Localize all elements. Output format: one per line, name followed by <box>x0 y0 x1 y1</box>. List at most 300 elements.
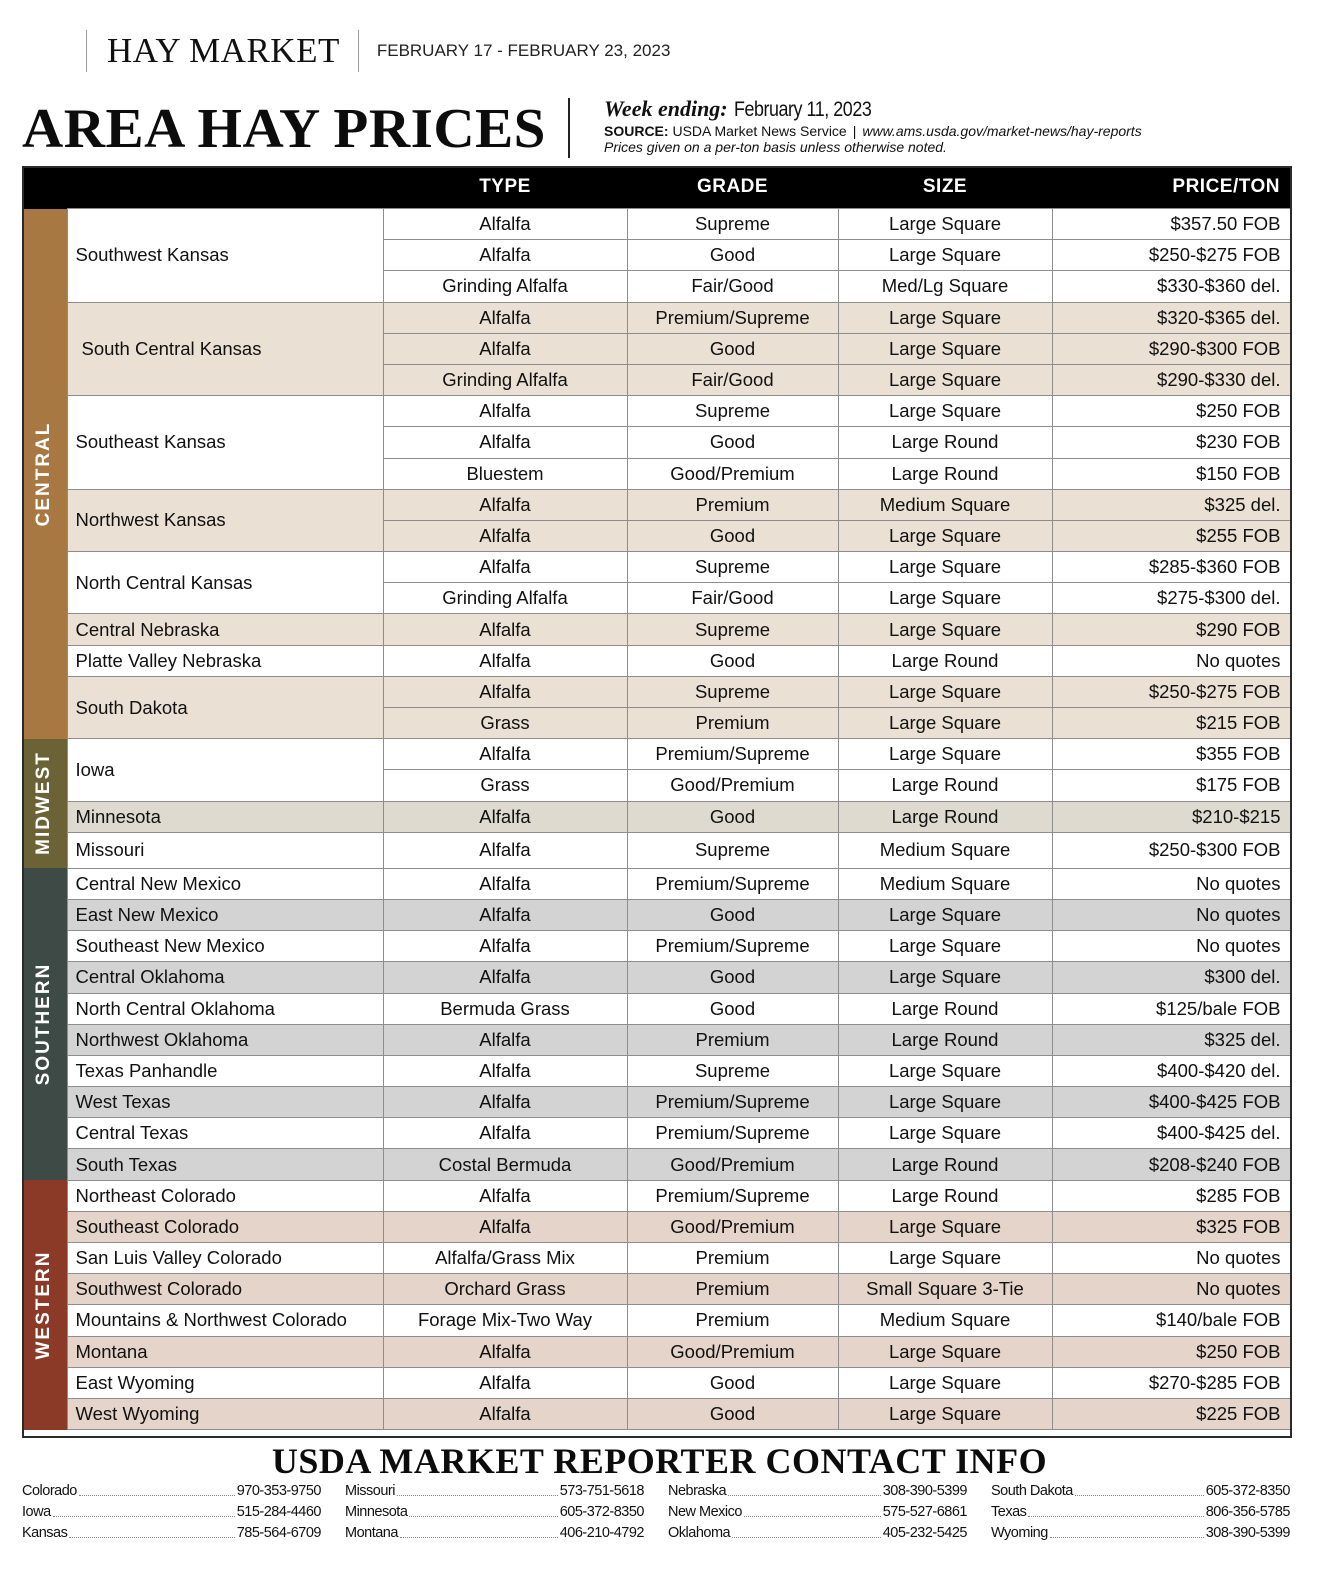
pricing-note: Prices given on a per-ton basis unless otherwise noted. <box>604 139 947 155</box>
type-cell: Alfalfa <box>383 240 627 271</box>
type-cell: Alfalfa <box>383 1336 627 1367</box>
price-cell: $250 FOB <box>1052 396 1290 427</box>
region-label-text: WESTERN <box>33 1250 55 1360</box>
type-cell: Alfalfa <box>383 931 627 962</box>
area-cell: Northwest Kansas <box>67 489 383 551</box>
type-cell: Alfalfa <box>383 520 627 551</box>
week-ending-label: Week ending: <box>604 96 728 121</box>
grade-cell: Premium/Supreme <box>627 1087 838 1118</box>
price-cell: $225 FOB <box>1052 1398 1290 1429</box>
type-cell: Alfalfa <box>383 739 627 770</box>
grade-cell: Good <box>627 333 838 364</box>
price-cell: $285 FOB <box>1052 1180 1290 1211</box>
price-cell: $320-$365 del. <box>1052 302 1290 333</box>
region-label-text: MIDWEST <box>33 751 55 856</box>
dot-leader <box>1075 1481 1204 1496</box>
area-cell: Southwest Kansas <box>67 209 383 303</box>
area-cell: Southeast New Mexico <box>67 931 383 962</box>
price-cell: $285-$360 FOB <box>1052 552 1290 583</box>
size-cell: Large Square <box>838 364 1052 395</box>
issue-dates: FEBRUARY 17 - FEBRUARY 23, 2023 <box>376 41 671 60</box>
type-cell: Alfalfa <box>383 645 627 676</box>
grade-cell: Premium <box>627 1243 838 1274</box>
area-cell: Texas Panhandle <box>67 1055 383 1086</box>
contact-entry <box>345 1481 644 1502</box>
table-row <box>22 962 1290 993</box>
size-cell: Med/Lg Square <box>838 271 1052 302</box>
col-header-price: PRICE/TON <box>1052 166 1290 209</box>
size-cell: Large Square <box>838 1055 1052 1086</box>
size-cell: Large Round <box>838 1180 1052 1211</box>
area-cell: Southwest Colorado <box>67 1274 383 1305</box>
type-cell: Grass <box>383 708 627 739</box>
contact-entry <box>345 1523 644 1544</box>
grade-cell: Good <box>627 801 838 832</box>
size-cell: Large Square <box>838 396 1052 427</box>
grade-cell: Premium <box>627 1305 838 1336</box>
table-row <box>22 931 1290 962</box>
size-cell: Large Round <box>838 801 1052 832</box>
table-row <box>22 552 1290 583</box>
area-cell: North Central Kansas <box>67 552 383 614</box>
table-row <box>22 396 1290 427</box>
area-cell: Central Oklahoma <box>67 962 383 993</box>
contact-entry <box>345 1502 644 1523</box>
table-row <box>22 739 1290 770</box>
dot-leader <box>1050 1523 1204 1538</box>
source-line <box>604 123 1142 140</box>
price-cell: $355 FOB <box>1052 739 1290 770</box>
size-cell: Medium Square <box>838 489 1052 520</box>
grade-cell: Supreme <box>627 1055 838 1086</box>
type-cell: Alfalfa <box>383 899 627 930</box>
table-row <box>22 1118 1290 1149</box>
section-name: HAY MARKET <box>107 31 340 70</box>
source-label: SOURCE: <box>604 123 669 139</box>
contact-phone[interactable]: 605-372-8350 <box>559 1504 644 1520</box>
price-cell: $300 del. <box>1052 962 1290 993</box>
table-row <box>22 1367 1290 1398</box>
type-cell: Alfalfa <box>383 1180 627 1211</box>
price-cell: $290-$300 FOB <box>1052 333 1290 364</box>
type-cell: Grinding Alfalfa <box>383 583 627 614</box>
table-row <box>22 1243 1290 1274</box>
size-cell: Large Square <box>838 583 1052 614</box>
grade-cell: Good <box>627 1398 838 1429</box>
region-label-text: SOUTHERN <box>33 962 55 1086</box>
size-cell: Large Round <box>838 993 1052 1024</box>
contact-entry <box>22 1523 321 1544</box>
type-cell: Alfalfa <box>383 396 627 427</box>
dot-leader <box>744 1502 881 1517</box>
size-cell: Large Square <box>838 1243 1052 1274</box>
size-cell: Large Round <box>838 458 1052 489</box>
contact-phone[interactable]: 405-232-5425 <box>882 1525 967 1541</box>
contact-state: Wyoming <box>991 1525 1048 1541</box>
grade-cell: Good <box>627 520 838 551</box>
contact-entry <box>668 1523 967 1544</box>
area-cell: Montana <box>67 1336 383 1367</box>
size-cell: Large Square <box>838 1336 1052 1367</box>
region-label-text: CENTRAL <box>33 421 55 526</box>
contact-entry <box>991 1481 1290 1502</box>
contact-phone[interactable]: 785-564-6709 <box>236 1525 321 1541</box>
grade-cell: Premium <box>627 489 838 520</box>
table-row <box>22 1274 1290 1305</box>
type-cell: Alfalfa <box>383 427 627 458</box>
type-cell: Alfalfa <box>383 868 627 899</box>
size-cell: Large Square <box>838 552 1052 583</box>
contact-state: Minnesota <box>345 1504 408 1520</box>
area-cell: Northwest Oklahoma <box>67 1024 383 1055</box>
price-cell: $325 del. <box>1052 489 1290 520</box>
price-cell: $325 FOB <box>1052 1211 1290 1242</box>
grade-cell: Good/Premium <box>627 1336 838 1367</box>
type-cell: Alfalfa <box>383 1024 627 1055</box>
table-row <box>22 1211 1290 1242</box>
type-cell: Alfalfa <box>383 333 627 364</box>
size-cell: Large Square <box>838 931 1052 962</box>
col-header-size: SIZE <box>838 166 1052 209</box>
dot-leader <box>79 1481 235 1496</box>
type-cell: Alfalfa <box>383 614 627 645</box>
price-cell: $125/bale FOB <box>1052 993 1290 1024</box>
type-cell: Costal Bermuda <box>383 1149 627 1180</box>
contact-column <box>345 1481 644 1544</box>
area-cell: Mountains & Northwest Colorado <box>67 1305 383 1336</box>
table-body <box>22 209 1290 1430</box>
price-cell: $230 FOB <box>1052 427 1290 458</box>
price-cell: $255 FOB <box>1052 520 1290 551</box>
type-cell: Forage Mix-Two Way <box>383 1305 627 1336</box>
size-cell: Small Square 3-Tie <box>838 1274 1052 1305</box>
price-cell: $270-$285 FOB <box>1052 1367 1290 1398</box>
grade-cell: Premium <box>627 708 838 739</box>
contact-entry <box>22 1481 321 1502</box>
source-url[interactable]: www.ams.usda.gov/market-news/hay-reports <box>862 123 1142 139</box>
contact-phone[interactable]: 970-353-9750 <box>236 1483 321 1499</box>
table-row <box>22 1055 1290 1086</box>
area-cell: East New Mexico <box>67 899 383 930</box>
contact-phone[interactable]: 515-284-4460 <box>236 1504 321 1520</box>
dot-leader <box>1028 1502 1203 1517</box>
grade-cell: Good/Premium <box>627 458 838 489</box>
price-cell: $275-$300 del. <box>1052 583 1290 614</box>
size-cell: Medium Square <box>838 832 1052 868</box>
grade-cell: Supreme <box>627 396 838 427</box>
region-label-southern <box>22 868 67 1180</box>
col-header-region <box>22 166 67 209</box>
page-title: AREA HAY PRICES <box>22 98 546 160</box>
area-cell: West Texas <box>67 1087 383 1118</box>
grade-cell: Good <box>627 1367 838 1398</box>
size-cell: Large Round <box>838 645 1052 676</box>
price-cell: $250-$300 FOB <box>1052 832 1290 868</box>
size-cell: Large Square <box>838 676 1052 707</box>
table-row <box>22 801 1290 832</box>
grade-cell: Good <box>627 645 838 676</box>
area-cell: West Wyoming <box>67 1398 383 1429</box>
area-cell: San Luis Valley Colorado <box>67 1243 383 1274</box>
grade-cell: Premium/Supreme <box>627 868 838 899</box>
type-cell: Alfalfa <box>383 1118 627 1149</box>
contact-state: Colorado <box>22 1483 77 1499</box>
grade-cell: Fair/Good <box>627 364 838 395</box>
contact-state: New Mexico <box>668 1504 742 1520</box>
grade-cell: Good <box>627 962 838 993</box>
size-cell: Large Square <box>838 240 1052 271</box>
grade-cell: Supreme <box>627 832 838 868</box>
size-cell: Large Square <box>838 1398 1052 1429</box>
grade-cell: Good <box>627 427 838 458</box>
table-header-row <box>22 166 1290 209</box>
size-cell: Large Square <box>838 302 1052 333</box>
grade-cell: Premium <box>627 1024 838 1055</box>
price-cell: No quotes <box>1052 899 1290 930</box>
price-cell: $215 FOB <box>1052 708 1290 739</box>
size-cell: Large Square <box>838 1118 1052 1149</box>
area-cell: Central Nebraska <box>67 614 383 645</box>
region-label-central <box>22 209 67 739</box>
type-cell: Alfalfa <box>383 302 627 333</box>
price-cell: $250-$275 FOB <box>1052 676 1290 707</box>
hay-prices-table-container <box>22 166 1290 1430</box>
type-cell: Alfalfa <box>383 676 627 707</box>
size-cell: Large Square <box>838 520 1052 551</box>
type-cell: Bluestem <box>383 458 627 489</box>
type-cell: Alfalfa <box>383 801 627 832</box>
contact-phone[interactable]: 806-356-5785 <box>1205 1504 1290 1520</box>
table-row <box>22 1305 1290 1336</box>
dot-leader <box>400 1523 558 1538</box>
contact-entry <box>991 1523 1290 1544</box>
grade-cell: Premium <box>627 1274 838 1305</box>
area-cell: Central Texas <box>67 1118 383 1149</box>
price-cell: $325 del. <box>1052 1024 1290 1055</box>
area-cell: Iowa <box>67 739 383 801</box>
grade-cell: Fair/Good <box>627 271 838 302</box>
table-row <box>22 868 1290 899</box>
type-cell: Alfalfa <box>383 1211 627 1242</box>
contact-phone[interactable]: 575-527-6861 <box>882 1504 967 1520</box>
title-block <box>22 96 1290 162</box>
size-cell: Large Round <box>838 427 1052 458</box>
table-row <box>22 993 1290 1024</box>
price-cell: No quotes <box>1052 931 1290 962</box>
contact-phone[interactable]: 308-390-5399 <box>882 1483 967 1499</box>
report-meta <box>604 96 1142 155</box>
contact-phone[interactable]: 406-210-4792 <box>559 1525 644 1541</box>
size-cell: Medium Square <box>838 1305 1052 1336</box>
grade-cell: Fair/Good <box>627 583 838 614</box>
type-cell: Grinding Alfalfa <box>383 271 627 302</box>
type-cell: Alfalfa <box>383 832 627 868</box>
grade-cell: Supreme <box>627 676 838 707</box>
size-cell: Large Square <box>838 1211 1052 1242</box>
contact-state: South Dakota <box>991 1483 1073 1499</box>
price-cell: $250-$275 FOB <box>1052 240 1290 271</box>
table-row <box>22 614 1290 645</box>
type-cell: Orchard Grass <box>383 1274 627 1305</box>
grade-cell: Premium/Supreme <box>627 302 838 333</box>
size-cell: Large Round <box>838 1149 1052 1180</box>
dot-leader <box>397 1481 558 1496</box>
col-header-grade: GRADE <box>627 166 838 209</box>
price-cell: $250 FOB <box>1052 1336 1290 1367</box>
table-row <box>22 209 1290 240</box>
price-cell: $290 FOB <box>1052 614 1290 645</box>
contact-entry <box>668 1502 967 1523</box>
area-cell: Southeast Kansas <box>67 396 383 490</box>
type-cell: Alfalfa <box>383 1398 627 1429</box>
price-cell: No quotes <box>1052 1274 1290 1305</box>
dot-leader <box>732 1523 881 1538</box>
area-cell: Central New Mexico <box>67 868 383 899</box>
price-cell: No quotes <box>1052 868 1290 899</box>
grade-cell: Good/Premium <box>627 1149 838 1180</box>
area-cell: Southeast Colorado <box>67 1211 383 1242</box>
area-cell: Minnesota <box>67 801 383 832</box>
source-separator: | <box>852 123 857 139</box>
contact-state: Nebraska <box>668 1483 727 1499</box>
type-cell: Alfalfa <box>383 552 627 583</box>
region-label-western <box>22 1180 67 1430</box>
grade-cell: Good <box>627 993 838 1024</box>
table-row <box>22 1398 1290 1429</box>
table-row <box>22 676 1290 707</box>
price-cell: $400-$420 del. <box>1052 1055 1290 1086</box>
title-divider <box>568 98 570 158</box>
grade-cell: Premium/Supreme <box>627 1180 838 1211</box>
contact-entry <box>668 1481 967 1502</box>
week-ending <box>604 96 1142 123</box>
contact-state: Montana <box>345 1525 398 1541</box>
contact-column <box>991 1481 1290 1544</box>
table-row <box>22 899 1290 930</box>
grade-cell: Supreme <box>627 614 838 645</box>
dot-leader <box>69 1523 234 1538</box>
contact-phone[interactable]: 605-372-8350 <box>1205 1483 1290 1499</box>
dot-leader <box>728 1481 881 1496</box>
price-cell: $400-$425 FOB <box>1052 1087 1290 1118</box>
table-row <box>22 1336 1290 1367</box>
price-cell: $290-$330 del. <box>1052 364 1290 395</box>
grade-cell: Supreme <box>627 552 838 583</box>
type-cell: Alfalfa <box>383 489 627 520</box>
grade-cell: Premium/Supreme <box>627 931 838 962</box>
type-cell: Alfalfa <box>383 1055 627 1086</box>
type-cell: Alfalfa <box>383 962 627 993</box>
type-cell: Alfalfa <box>383 1087 627 1118</box>
grade-cell: Premium/Supreme <box>627 1118 838 1149</box>
type-cell: Grass <box>383 770 627 801</box>
size-cell: Medium Square <box>838 868 1052 899</box>
price-cell: $208-$240 FOB <box>1052 1149 1290 1180</box>
table-row <box>22 302 1290 333</box>
grade-cell: Good <box>627 240 838 271</box>
table-row <box>22 1149 1290 1180</box>
price-cell: $175 FOB <box>1052 770 1290 801</box>
type-cell: Alfalfa/Grass Mix <box>383 1243 627 1274</box>
price-cell: $210-$215 <box>1052 801 1290 832</box>
contact-state: Iowa <box>22 1504 51 1520</box>
type-cell: Bermuda Grass <box>383 993 627 1024</box>
table-row <box>22 1180 1290 1211</box>
contact-state: Kansas <box>22 1525 68 1541</box>
area-cell: South Central Kansas <box>67 302 383 396</box>
size-cell: Large Square <box>838 962 1052 993</box>
contact-column <box>22 1481 321 1544</box>
contact-entry <box>991 1502 1290 1523</box>
col-header-type: TYPE <box>383 166 627 209</box>
grade-cell: Good/Premium <box>627 1211 838 1242</box>
area-cell: Platte Valley Nebraska <box>67 645 383 676</box>
size-cell: Large Square <box>838 209 1052 240</box>
price-cell: $140/bale FOB <box>1052 1305 1290 1336</box>
contact-phone[interactable]: 308-390-5399 <box>1205 1525 1290 1541</box>
grade-cell: Premium/Supreme <box>627 739 838 770</box>
contact-state: Oklahoma <box>668 1525 731 1541</box>
size-cell: Large Square <box>838 1367 1052 1398</box>
size-cell: Large Round <box>838 1024 1052 1055</box>
size-cell: Large Square <box>838 614 1052 645</box>
area-cell: Missouri <box>67 832 383 868</box>
contact-phone[interactable]: 573-751-5618 <box>559 1483 644 1499</box>
region-label-midwest <box>22 739 67 869</box>
size-cell: Large Round <box>838 770 1052 801</box>
contact-state: Missouri <box>345 1483 395 1499</box>
table-row <box>22 832 1290 868</box>
price-cell: No quotes <box>1052 1243 1290 1274</box>
contact-entry <box>22 1502 321 1523</box>
price-cell: $150 FOB <box>1052 458 1290 489</box>
area-cell: Northeast Colorado <box>67 1180 383 1211</box>
price-cell: No quotes <box>1052 645 1290 676</box>
area-cell: North Central Oklahoma <box>67 993 383 1024</box>
area-cell: South Dakota <box>67 676 383 738</box>
type-cell: Alfalfa <box>383 209 627 240</box>
masthead <box>86 30 670 72</box>
contact-column <box>668 1481 967 1544</box>
hay-prices-table <box>22 166 1291 1430</box>
table-row <box>22 489 1290 520</box>
dot-leader <box>53 1502 235 1517</box>
grade-cell: Good <box>627 899 838 930</box>
table-row <box>22 645 1290 676</box>
grade-cell: Good/Premium <box>627 770 838 801</box>
price-cell: $357.50 FOB <box>1052 209 1290 240</box>
size-cell: Large Square <box>838 708 1052 739</box>
area-cell: South Texas <box>67 1149 383 1180</box>
size-cell: Large Square <box>838 1087 1052 1118</box>
contact-list <box>22 1481 1290 1544</box>
price-cell: $330-$360 del. <box>1052 271 1290 302</box>
col-header-area <box>67 166 383 209</box>
type-cell: Alfalfa <box>383 1367 627 1398</box>
dot-leader <box>409 1502 557 1517</box>
table-row <box>22 1024 1290 1055</box>
table-row <box>22 1087 1290 1118</box>
size-cell: Large Square <box>838 739 1052 770</box>
contact-state: Texas <box>991 1504 1027 1520</box>
week-ending-value: February 11, 2023 <box>733 98 872 121</box>
source-value: USDA Market News Service <box>672 123 847 139</box>
grade-cell: Supreme <box>627 209 838 240</box>
type-cell: Grinding Alfalfa <box>383 364 627 395</box>
size-cell: Large Square <box>838 333 1052 364</box>
size-cell: Large Square <box>838 899 1052 930</box>
contact-title: USDA MARKET REPORTER CONTACT INFO <box>271 1441 1048 1481</box>
